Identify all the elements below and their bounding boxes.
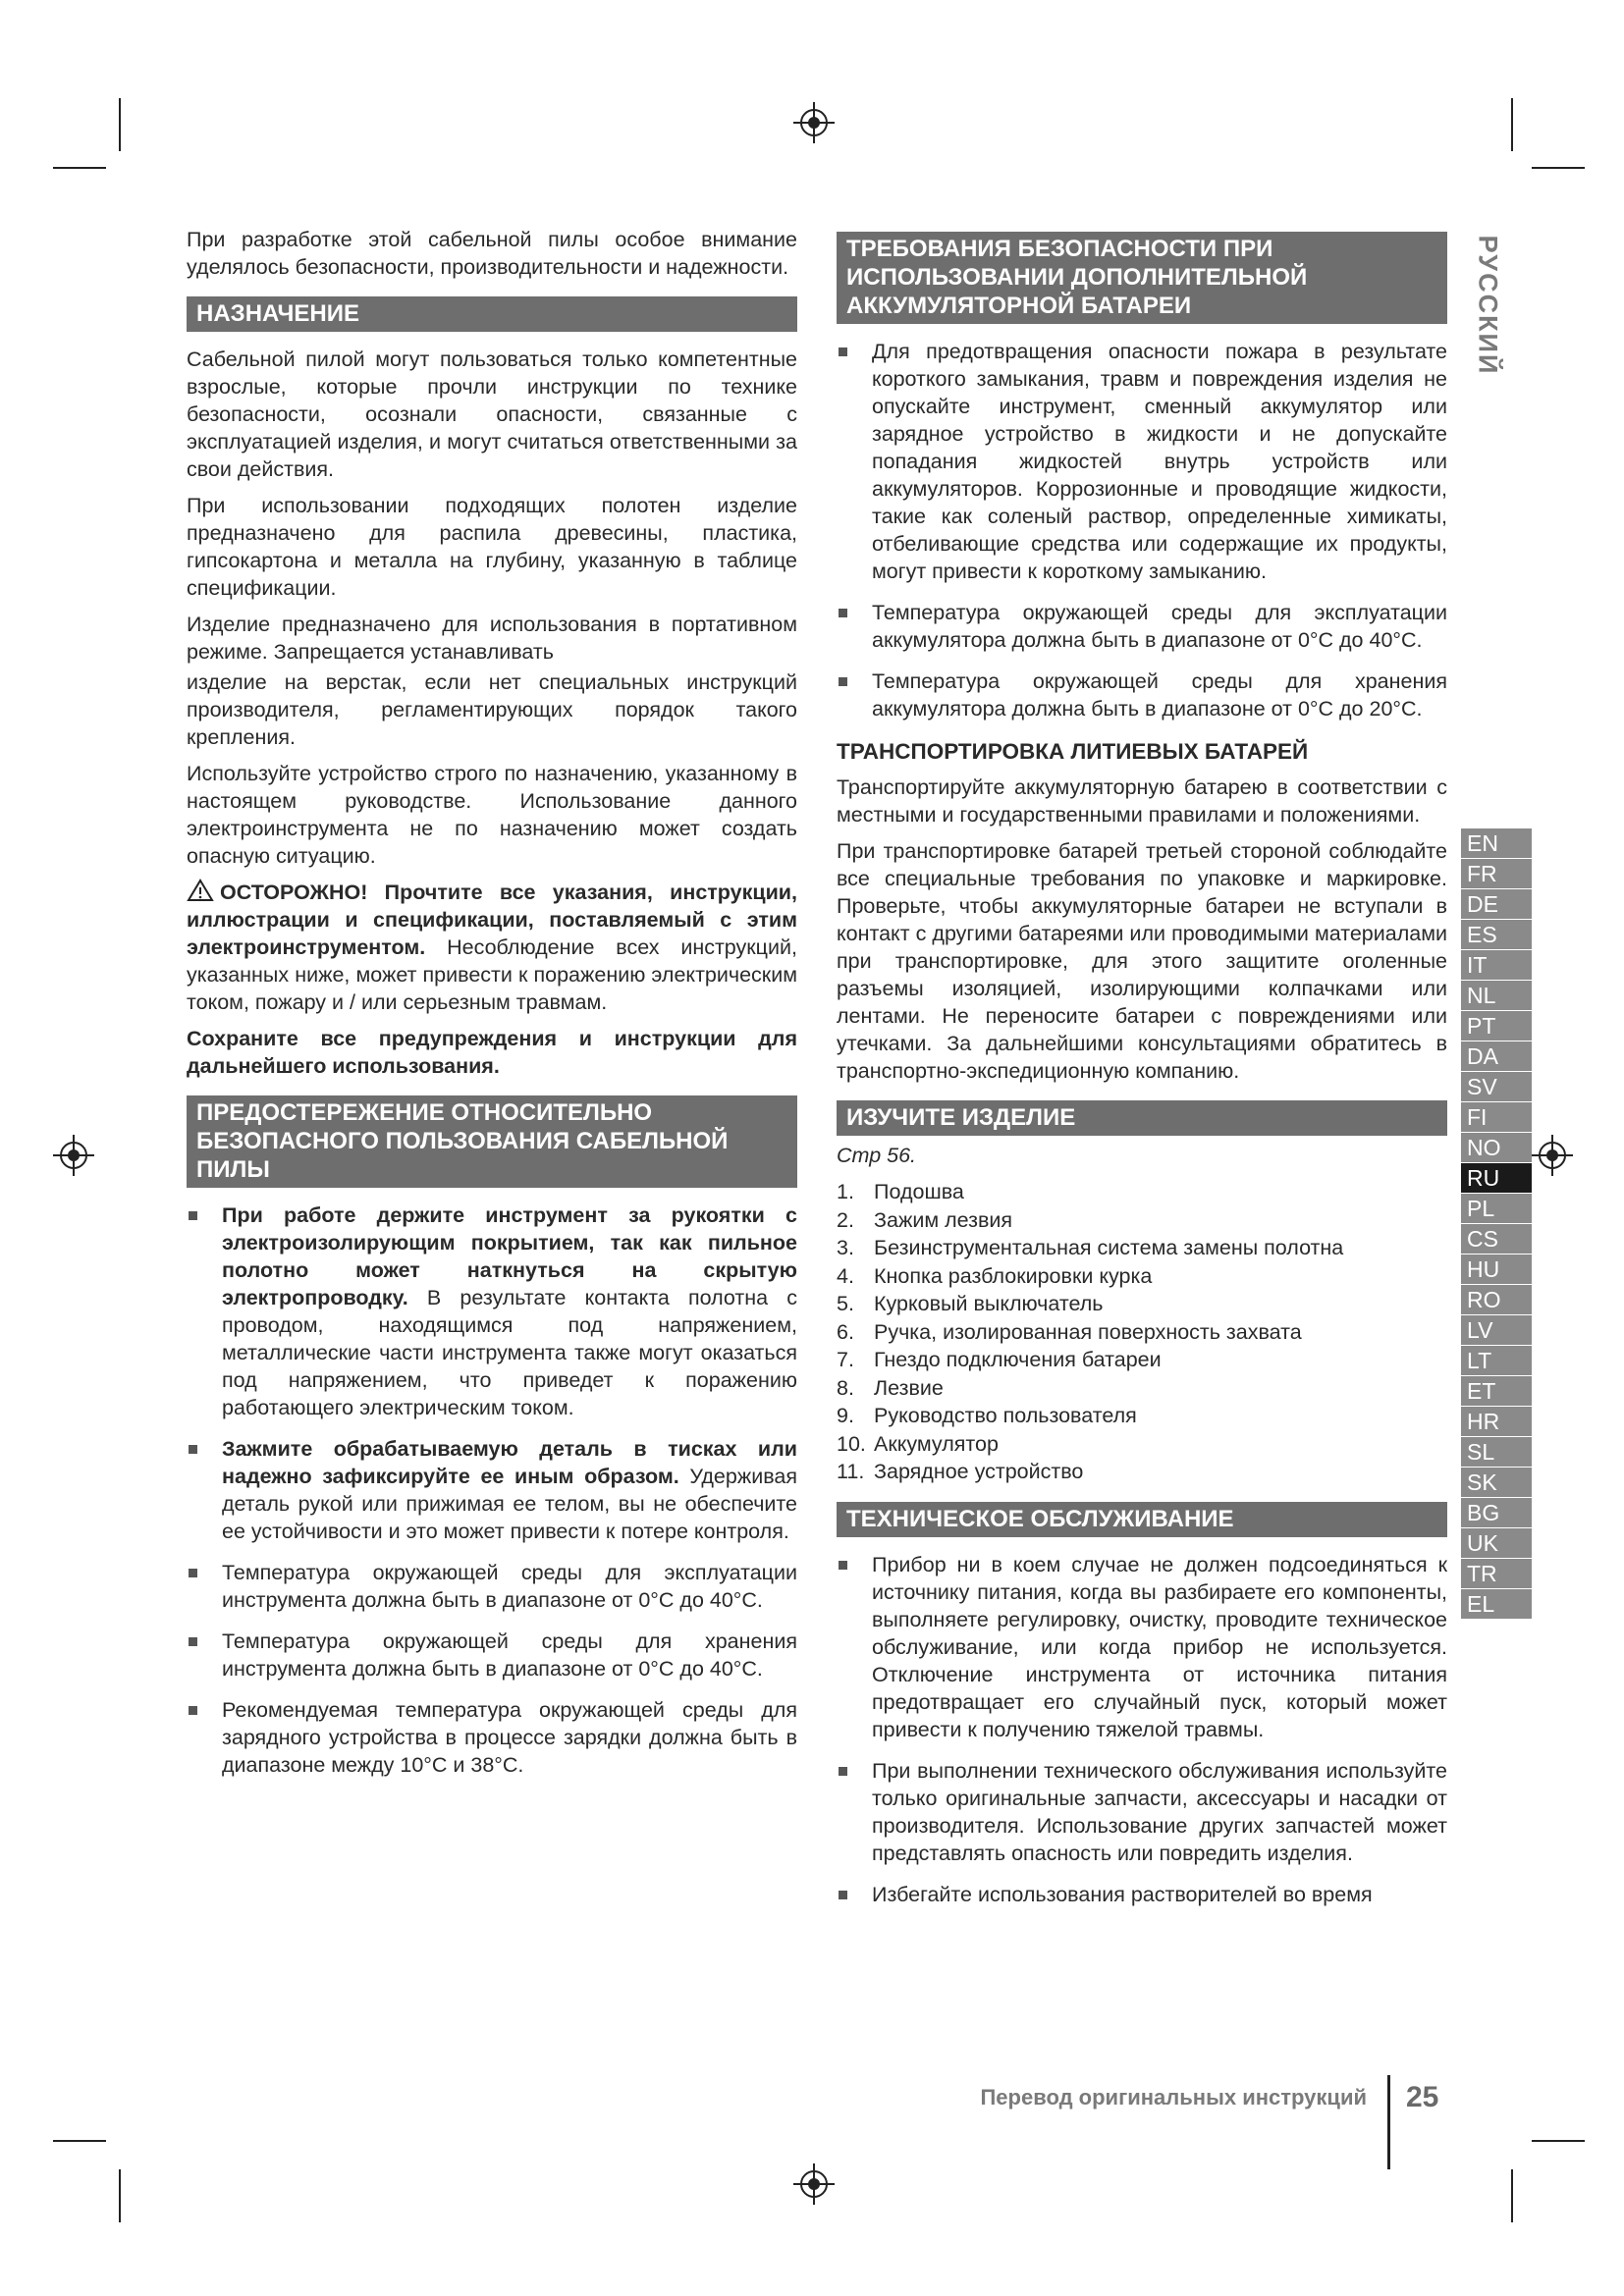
parts-list-item: 9. Руководство пользователя bbox=[837, 1404, 1137, 1427]
section-header-battery: ТРЕБОВАНИЯ БЕЗОПАСНОСТИ ПРИ ИСПОЛЬЗОВАНИИ ДОПОЛНИТЕЛЬНОЙ АККУМУЛЯТОРНОЙ БАТАРЕИ bbox=[837, 232, 1447, 324]
bullet-icon bbox=[189, 1445, 197, 1454]
crop-mark bbox=[1532, 167, 1585, 169]
list-item: Для предотвращения опасности пожара в результате короткого замыкания, травм и повреждения изделия не опускайте инструмент, сменный аккумулятор или зарядное устройство в жидкости и не допускайте попадания жидкостей внутрь устройств или аккумуляторов. Коррозионные и проводящие жидкости, такие как соленый раствор, определенные химикаты, отбеливающие средства или содержащие их продукты, могут привести к короткому замыканию. bbox=[837, 338, 1447, 585]
language-tabs bbox=[1461, 828, 1532, 1620]
paragraph: При транспортировке батарей третьей стороной соблюдайте все специальные требования по упаковке и маркировке. Проверьте, чтобы аккумуляторные батареи не вступали в контакт с другими батареями или проводимыми материалами при транспортировке, для этого защитите оголенные разъемы изоляцией, изолирующими колпачками или лентами. Не переносите батареи с повреждениями или утечками. За дальнейшими консультациями обратитесь в транспортно-экспедиционную компанию. bbox=[837, 839, 1447, 1083]
crop-mark bbox=[119, 98, 121, 151]
parts-list-item: 1. Подошва bbox=[837, 1180, 964, 1203]
parts-list-item: 3. Безинструментальная система замены полотна bbox=[837, 1236, 1344, 1259]
section-header-safety: ПРЕДОСТЕРЕЖЕНИЕ ОТНОСИТЕЛЬНО БЕЗОПАСНОГО ПОЛЬЗОВАНИЯ САБЕЛЬНОЙ ПИЛЫ bbox=[187, 1095, 797, 1188]
tab-lang-el[interactable]: EL bbox=[1461, 1589, 1532, 1620]
paragraph: Изделие предназначено для использования в портативном режиме. Запрещается устанавливать bbox=[187, 613, 797, 664]
save-instructions: Сохраните все предупреждения и инструкции для дальнейшего использования. bbox=[187, 1027, 797, 1078]
registration-mark-icon bbox=[53, 1135, 94, 1176]
parts-list-item: 4. Кнопка разблокировки курка bbox=[837, 1263, 1153, 1288]
section-header-maintenance: ТЕХНИЧЕСКОЕ ОБСЛУЖИВАНИЕ bbox=[837, 1502, 1447, 1537]
list-item: Температура окружающей среды для хранения аккумулятора должна быть в диапазоне от 0°С до 20°С. bbox=[837, 667, 1447, 722]
list-item: Рекомендуемая температура окружающей среды для зарядного устройства в процессе зарядки должна быть в диапазоне между 10°С и 38°С. bbox=[187, 1696, 797, 1779]
section-header-transport: ТРАНСПОРТИРОВКА ЛИТИЕВЫХ БАТАРЕЙ bbox=[837, 739, 1309, 764]
tab-lang-tr[interactable]: TR bbox=[1461, 1559, 1532, 1589]
language-title: РУССКИЙ bbox=[1473, 235, 1503, 376]
parts-list-item: 5. Курковый выключатель bbox=[837, 1292, 1104, 1315]
warning-paragraph bbox=[187, 879, 797, 1016]
paragraph: Используйте устройство строго по назначению, указанному в настоящем руководстве. Использование данного электроинструмента не по назначению может создать опасную ситуацию. bbox=[187, 762, 797, 868]
bullet-icon bbox=[189, 1569, 197, 1577]
footer-divider bbox=[1387, 2075, 1390, 2169]
section-header-learn: ИЗУЧИТЕ ИЗДЕЛИЕ bbox=[837, 1100, 1447, 1136]
page-number: 25 bbox=[1406, 2081, 1439, 2113]
tab-lang-ru[interactable]: RU bbox=[1461, 1163, 1532, 1194]
tab-lang-en[interactable]: EN bbox=[1461, 828, 1532, 859]
paragraph: Транспортируйте аккумуляторную батарею в соответствии с местными и государственными правилами и положениями. bbox=[837, 775, 1447, 827]
tab-lang-hu[interactable]: HU bbox=[1461, 1255, 1532, 1285]
list-item: Температура окружающей среды для хранения инструмента должна быть в диапазоне от 0°С до 40°С. bbox=[187, 1628, 797, 1682]
warning-triangle-icon bbox=[187, 879, 214, 902]
bullet-icon bbox=[839, 1767, 847, 1776]
bullet-icon bbox=[839, 609, 847, 617]
list-item: Температура окружающей среды для эксплуатации инструмента должна быть в диапазоне от 0°С до 40°С. bbox=[187, 1559, 797, 1614]
tab-lang-sk[interactable]: SK bbox=[1461, 1468, 1532, 1498]
tab-lang-da[interactable]: DA bbox=[1461, 1041, 1532, 1072]
tab-lang-bg[interactable]: BG bbox=[1461, 1498, 1532, 1528]
left-column bbox=[187, 226, 797, 1792]
list-item: Прибор ни в коем случае не должен подсоединяться к источнику питания, когда вы разбираете его компоненты, выполняете регулировку, очистку, проводите техническое обслуживание, или когда прибор не используется. Отключение инструмента от источника питания предотвращает его случайный пуск, который может привести к получению тяжелой травмы. bbox=[837, 1551, 1447, 1743]
bullet-icon bbox=[189, 1706, 197, 1715]
paragraph: При использовании подходящих полотен изделие предназначено для распила древесины, пластика, гипсокартона и металла на глубину, указанную в таблице спецификации. bbox=[187, 494, 797, 600]
tab-lang-pt[interactable]: PT bbox=[1461, 1011, 1532, 1041]
crop-mark bbox=[1511, 2169, 1513, 2222]
tab-lang-pl[interactable]: PL bbox=[1461, 1194, 1532, 1224]
list-item: При выполнении технического обслуживания используйте только оригинальные запчасти, аксессуары и насадки от производителя. Использование других запчастей может представлять опасность или повредить изделия. bbox=[837, 1757, 1447, 1867]
parts-list-item: 11. Зарядное устройство bbox=[837, 1460, 1084, 1483]
footer-text: Перевод оригинальных инструкций bbox=[980, 2085, 1367, 2109]
parts-list-item: 10. Аккумулятор bbox=[837, 1431, 999, 1456]
list-item: Зажмите обрабатываемую деталь в тисках или надежно зафиксируйте ее иным образом. Удерживая деталь рукой или прижимая ее телом, вы не обеспечите ее устойчивости и это может привести к потере контроля. bbox=[187, 1435, 797, 1545]
tab-lang-nl[interactable]: NL bbox=[1461, 981, 1532, 1011]
parts-list-item: 6. Ручка, изолированная поверхность захвата bbox=[837, 1319, 1302, 1344]
list-item: Температура окружающей среды для эксплуатации аккумулятора должна быть в диапазоне от 0°С до 40°С. bbox=[837, 599, 1447, 654]
bullet-icon bbox=[839, 1561, 847, 1570]
section-header-purpose: НАЗНАЧЕНИЕ bbox=[187, 296, 797, 332]
tab-lang-es[interactable]: ES bbox=[1461, 920, 1532, 950]
crop-mark bbox=[119, 2169, 121, 2222]
bullet-icon bbox=[189, 1637, 197, 1646]
tab-lang-no[interactable]: NO bbox=[1461, 1133, 1532, 1163]
intro-paragraph: При разработке этой сабельной пилы особое внимание уделялось безопасности, производительности и надежности. bbox=[187, 228, 797, 279]
tab-lang-hr[interactable]: HR bbox=[1461, 1407, 1532, 1437]
registration-mark-icon bbox=[1532, 1135, 1573, 1176]
tab-lang-ro[interactable]: RO bbox=[1461, 1285, 1532, 1315]
tab-lang-fi[interactable]: FI bbox=[1461, 1102, 1532, 1133]
registration-mark-icon bbox=[793, 102, 835, 143]
bullet-icon bbox=[839, 1891, 847, 1899]
bullet-icon bbox=[839, 347, 847, 356]
list-item: Избегайте использования растворителей во время bbox=[837, 1881, 1447, 1908]
crop-mark bbox=[53, 167, 106, 169]
page-reference: Стр 56. bbox=[837, 1144, 917, 1167]
crop-mark bbox=[1532, 2140, 1585, 2142]
tab-lang-fr[interactable]: FR bbox=[1461, 859, 1532, 889]
tab-lang-et[interactable]: ET bbox=[1461, 1376, 1532, 1407]
tab-lang-sv[interactable]: SV bbox=[1461, 1072, 1532, 1102]
tab-lang-it[interactable]: IT bbox=[1461, 950, 1532, 981]
parts-list-item: 8. Лезвие bbox=[837, 1375, 944, 1400]
parts-list-item: 2. Зажим лезвия bbox=[837, 1207, 1013, 1232]
tab-lang-cs[interactable]: CS bbox=[1461, 1224, 1532, 1255]
bullet-icon bbox=[839, 677, 847, 686]
tab-lang-lv[interactable]: LV bbox=[1461, 1315, 1532, 1346]
tab-lang-uk[interactable]: UK bbox=[1461, 1528, 1532, 1559]
parts-list bbox=[837, 1178, 1447, 1486]
warning-text: Несоблюдение всех инструкций, указанных ниже, может привести к поражению электрическим током, пожару и / или серьезным травмам. bbox=[187, 935, 797, 1014]
registration-mark-icon bbox=[793, 2163, 835, 2205]
parts-list-item: 7. Гнездо подключения батареи bbox=[837, 1348, 1162, 1371]
list-item: При работе держите инструмент за рукоятки с электроизолирующим покрытием, так как пильное полотно может наткнуться на скрытую электропроводку. В результате контакта полотна с проводом, находящимся под напряжением, металлические части инструмента также могут оказаться под напряжением, что приведет к поражению работающего электрическим током. bbox=[187, 1201, 797, 1421]
bullet-icon bbox=[189, 1211, 197, 1220]
tab-lang-sl[interactable]: SL bbox=[1461, 1437, 1532, 1468]
crop-mark bbox=[1511, 98, 1513, 151]
tab-lang-lt[interactable]: LT bbox=[1461, 1346, 1532, 1376]
paragraph: Сабельной пилой могут пользоваться только компетентные взрослые, которые прочли инструкции по технике безопасности, осознали опасности, связанные с эксплуатацией изделия, и могут считаться ответственными за свои действия. bbox=[187, 347, 797, 481]
warning-bold-text: ОСТОРОЖНО! Прочтите все указания, инструкции, иллюстрации и спецификации, поставляемый с этим электроинструментом. bbox=[187, 881, 797, 959]
paragraph: изделие на верстак, если нет специальных инструкций производителя, регламентирующих порядок такого крепления. bbox=[187, 670, 797, 749]
crop-mark bbox=[53, 2140, 106, 2142]
tab-lang-de[interactable]: DE bbox=[1461, 889, 1532, 920]
right-column bbox=[837, 232, 1447, 1908]
